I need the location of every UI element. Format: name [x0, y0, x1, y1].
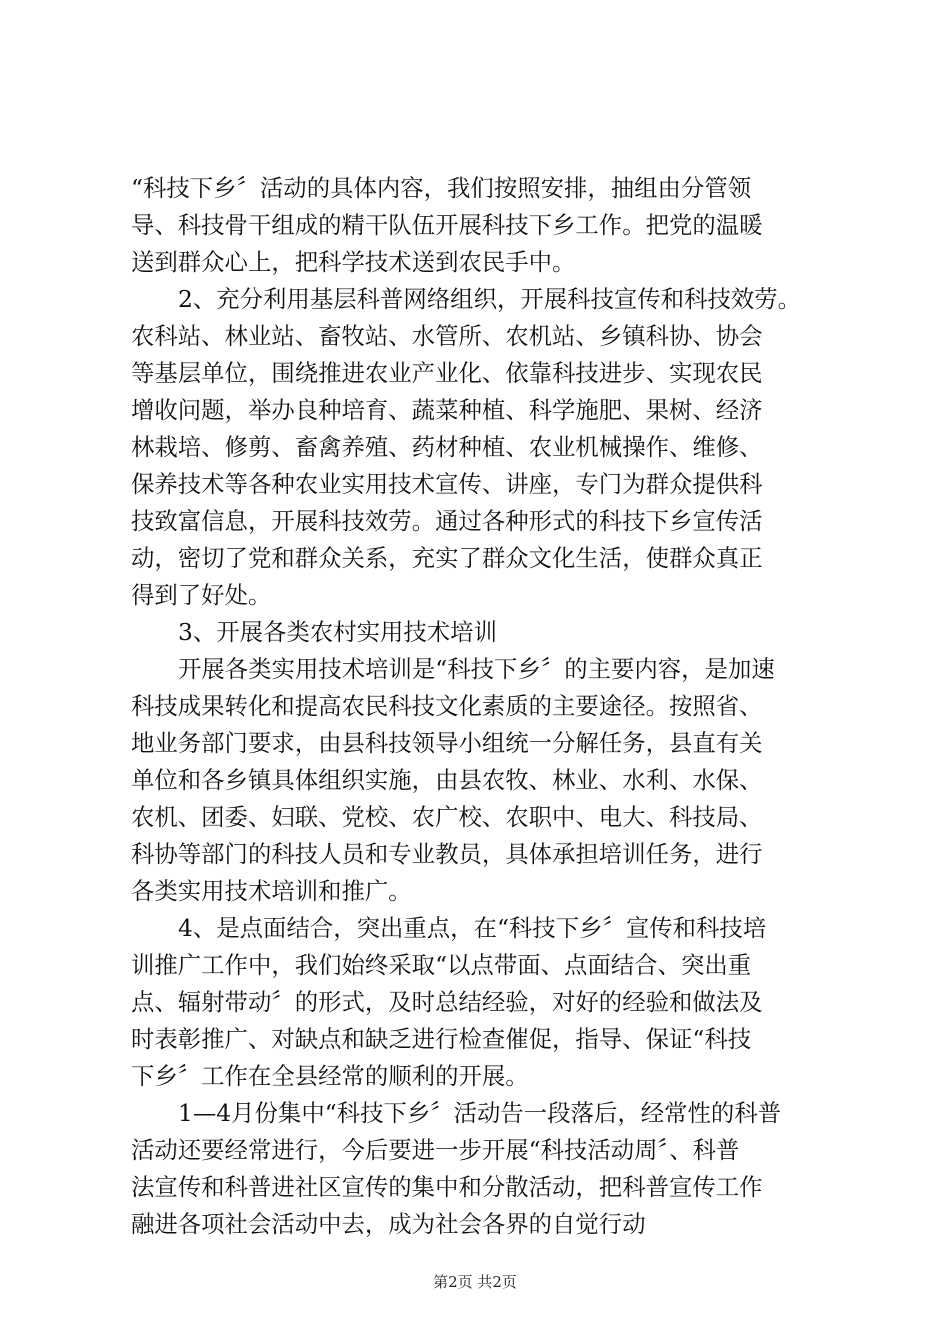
paragraph	[131, 614, 841, 651]
paragraph	[131, 170, 841, 281]
paragraph-line: 等基层单位，围绕推进农业产业化、依靠科技进步、实现农民	[131, 359, 763, 387]
paragraph-line: 技致富信息，开展科技效劳。通过各种形式的科技下乡宣传活	[131, 507, 763, 535]
paragraph-line: 送到群众心上，把科学技术送到农民手中。	[131, 248, 576, 276]
paragraph-line: 4、是点面结合，突出重点，在“科技下乡〞宣传和科技培	[178, 914, 767, 942]
paragraph-line: 科协等部门的科技人员和专业教员，具体承担培训任务，进行	[131, 840, 763, 868]
paragraph-line: 得到了好处。	[131, 581, 272, 609]
paragraph-line: 地业务部门要求，由县科技领导小组统一分解任务，县直有关	[131, 729, 763, 757]
paragraph-line: “科技下乡〞活动的具体内容，我们按照安排，抽组由分管领	[131, 174, 752, 202]
paragraph-line: 动，密切了党和群众关系，充实了群众文化生活，使群众真正	[131, 544, 763, 572]
paragraph-line: 农机、团委、妇联、党校、农广校、农职中、电大、科技局、	[131, 803, 763, 831]
paragraph-line: 导、科技骨干组成的精干队伍开展科技下乡工作。把党的温暖	[131, 211, 763, 239]
page-footer: 第2页 共2页	[433, 1273, 517, 1291]
paragraph-line: 1—4月份集中“科技下乡〞活动告一段落后，经常性的科普	[178, 1099, 782, 1127]
paragraph-line: 各类实用技术培训和推广。	[131, 877, 412, 905]
paragraph-line: 下乡〞工作在全县经常的顺利的开展。	[131, 1062, 529, 1090]
paragraph-line: 活动还要经常进行，今后要进一步开展“科技活动周〞、科普	[131, 1136, 740, 1164]
paragraph-line: 增收问题，举办良种培育、蔬菜种植、科学施肥、果树、经济	[131, 396, 763, 424]
document-body	[131, 170, 841, 1243]
paragraph-line: 2、充分利用基层科普网络组织，开展科技宣传和科技效劳。	[178, 285, 802, 313]
paragraph-line: 单位和各乡镇具体组织实施，由县农牧、林业、水利、水保、	[131, 766, 763, 794]
paragraph-line: 农科站、林业站、畜牧站、水管所、农机站、乡镇科协、协会	[131, 322, 763, 350]
paragraph-line: 保养技术等各种农业实用技术宣传、讲座，专门为群众提供科	[131, 470, 763, 498]
paragraph	[131, 1095, 841, 1243]
paragraph-line: 科技成果转化和提高农民科技文化素质的主要途径。按照省、	[131, 692, 763, 720]
paragraph-line: 点、辐射带动〞的形式，及时总结经验，对好的经验和做法及	[131, 988, 763, 1016]
paragraph	[131, 910, 841, 1095]
paragraph-line: 林栽培、修剪、畜禽养殖、药材种植、农业机械操作、维修、	[131, 433, 763, 461]
paragraph-line: 融进各项社会活动中去，成为社会各界的自觉行动	[131, 1210, 646, 1238]
paragraph-line: 训推广工作中，我们始终采取“以点带面、点面结合、突出重	[131, 951, 752, 979]
paragraph-line: 时表彰推广、对缺点和缺乏进行检查催促，指导、保证“科技	[131, 1025, 752, 1053]
paragraph-line: 法宣传和科普进社区宣传的集中和分散活动，把科普宣传工作	[131, 1173, 763, 1201]
paragraph	[131, 281, 841, 614]
paragraph	[131, 651, 841, 910]
paragraph-line: 3、开展各类农村实用技术培训	[178, 618, 497, 646]
paragraph-line: 开展各类实用技术培训是“科技下乡〞的主要内容，是加速	[178, 655, 775, 683]
